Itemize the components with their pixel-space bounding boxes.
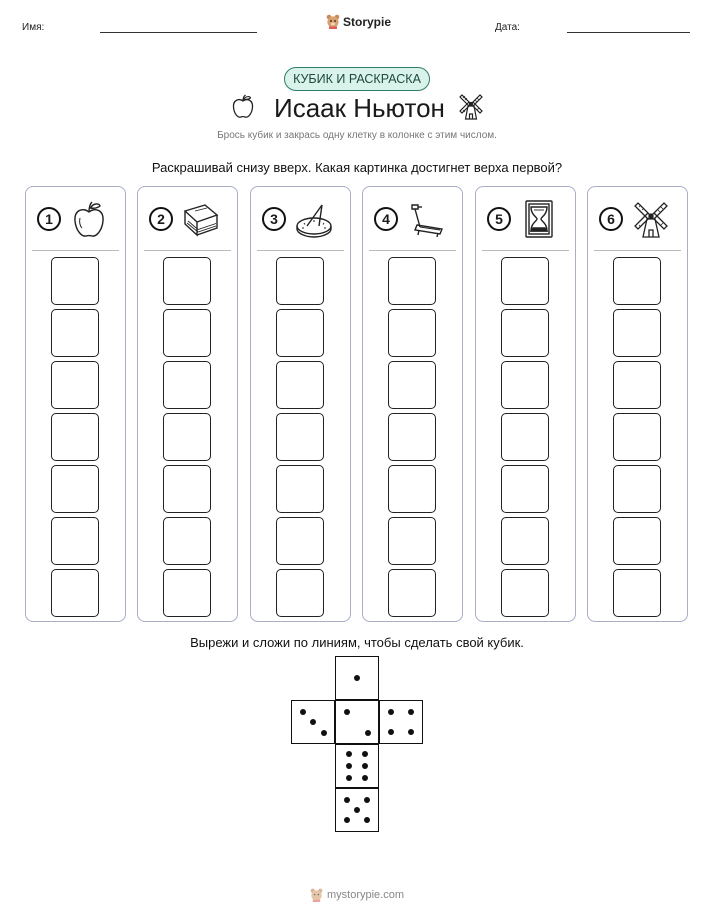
pip <box>346 775 352 781</box>
pip <box>346 751 352 757</box>
color-cell[interactable] <box>163 517 211 565</box>
color-cell[interactable] <box>613 465 661 513</box>
brand-name: Storypie <box>343 14 392 29</box>
bear-logo-icon <box>326 14 340 29</box>
color-cell[interactable] <box>613 569 661 617</box>
column-divider <box>32 250 119 251</box>
color-cell[interactable] <box>51 465 99 513</box>
name-line[interactable] <box>100 32 257 33</box>
color-cell[interactable] <box>163 569 211 617</box>
pip <box>408 709 414 715</box>
color-cell[interactable] <box>388 413 436 461</box>
color-cell[interactable] <box>51 413 99 461</box>
sundial-icon <box>294 199 334 239</box>
pip <box>344 709 350 715</box>
color-cell[interactable] <box>163 413 211 461</box>
color-cell[interactable] <box>276 361 324 409</box>
column-divider <box>144 250 231 251</box>
pip <box>388 729 394 735</box>
color-cell[interactable] <box>163 309 211 357</box>
color-cell[interactable] <box>501 413 549 461</box>
treadmill-icon <box>406 199 446 239</box>
column-4 <box>362 186 463 622</box>
color-cell[interactable] <box>51 257 99 305</box>
column-divider <box>594 250 681 251</box>
dice-face-3[interactable] <box>291 700 335 744</box>
color-cell[interactable] <box>51 569 99 617</box>
color-cell[interactable] <box>613 517 661 565</box>
color-cell[interactable] <box>276 309 324 357</box>
pip <box>310 719 316 725</box>
apple-icon <box>231 94 255 120</box>
bear-logo-icon <box>310 888 323 902</box>
color-cell[interactable] <box>388 465 436 513</box>
name-label: Имя: <box>22 22 45 33</box>
footer-url[interactable]: mystorypie.com <box>326 889 405 901</box>
color-cell[interactable] <box>276 465 324 513</box>
color-cell[interactable] <box>613 361 661 409</box>
pip <box>364 797 370 803</box>
column-number: 1 <box>37 207 61 231</box>
pip <box>344 797 350 803</box>
color-cell[interactable] <box>276 257 324 305</box>
pip <box>388 709 394 715</box>
color-cell[interactable] <box>163 361 211 409</box>
color-cell[interactable] <box>51 517 99 565</box>
pip <box>346 763 352 769</box>
dice-face-2[interactable] <box>335 700 379 744</box>
pip <box>365 730 371 736</box>
column-divider <box>482 250 569 251</box>
color-cell[interactable] <box>163 257 211 305</box>
color-cell[interactable] <box>501 257 549 305</box>
color-cell[interactable] <box>388 569 436 617</box>
color-cell[interactable] <box>501 361 549 409</box>
color-cell[interactable] <box>51 361 99 409</box>
column-number: 4 <box>374 207 398 231</box>
book-icon <box>181 199 221 239</box>
column-number: 2 <box>149 207 173 231</box>
activity-badge: КУБИК И РАСКРАСКА <box>284 67 430 91</box>
color-cell[interactable] <box>163 465 211 513</box>
pip <box>362 763 368 769</box>
date-label: Дата: <box>495 22 520 33</box>
pip <box>344 817 350 823</box>
subtitle: Брось кубик и закрась одну клетку в колонке с этим числом. <box>217 130 497 141</box>
column-3 <box>250 186 351 622</box>
color-cell[interactable] <box>501 569 549 617</box>
dice-face-5[interactable] <box>335 788 379 832</box>
color-cell[interactable] <box>388 361 436 409</box>
dice-face-4[interactable] <box>379 700 423 744</box>
color-cell[interactable] <box>276 569 324 617</box>
pip <box>408 729 414 735</box>
column-divider <box>257 250 344 251</box>
color-cell[interactable] <box>613 413 661 461</box>
color-cell[interactable] <box>388 309 436 357</box>
apple-icon <box>69 199 109 239</box>
column-number: 3 <box>262 207 286 231</box>
color-cell[interactable] <box>388 257 436 305</box>
color-cell[interactable] <box>51 309 99 357</box>
pip <box>364 817 370 823</box>
pip <box>362 751 368 757</box>
color-cell[interactable] <box>501 517 549 565</box>
column-5 <box>475 186 576 622</box>
coloring-instruction: Раскрашивай снизу вверх. Какая картинка достигнет верха первой? <box>151 160 563 175</box>
column-number: 5 <box>487 207 511 231</box>
windmill-icon <box>631 199 671 239</box>
pip <box>321 730 327 736</box>
dice-face-1[interactable] <box>335 656 379 700</box>
color-cell[interactable] <box>501 309 549 357</box>
color-cell[interactable] <box>388 517 436 565</box>
color-cell[interactable] <box>613 309 661 357</box>
column-6 <box>587 186 688 622</box>
column-divider <box>369 250 456 251</box>
date-line[interactable] <box>567 32 690 33</box>
column-1 <box>25 186 126 622</box>
pip <box>354 675 360 681</box>
column-number: 6 <box>599 207 623 231</box>
pip <box>300 709 306 715</box>
color-cell[interactable] <box>276 413 324 461</box>
pip <box>354 807 360 813</box>
dice-face-6[interactable] <box>335 744 379 788</box>
windmill-icon <box>458 92 484 120</box>
color-cell[interactable] <box>613 257 661 305</box>
dice-instruction: Вырежи и сложи по линиям, чтобы сделать свой кубик. <box>190 635 524 650</box>
pip <box>362 775 368 781</box>
footer <box>0 888 714 902</box>
hourglass-icon <box>519 199 559 239</box>
page-title: Исаак Ньютон <box>274 93 445 123</box>
column-2 <box>137 186 238 622</box>
color-cell[interactable] <box>276 517 324 565</box>
brand-logo <box>326 14 391 29</box>
color-cell[interactable] <box>501 465 549 513</box>
